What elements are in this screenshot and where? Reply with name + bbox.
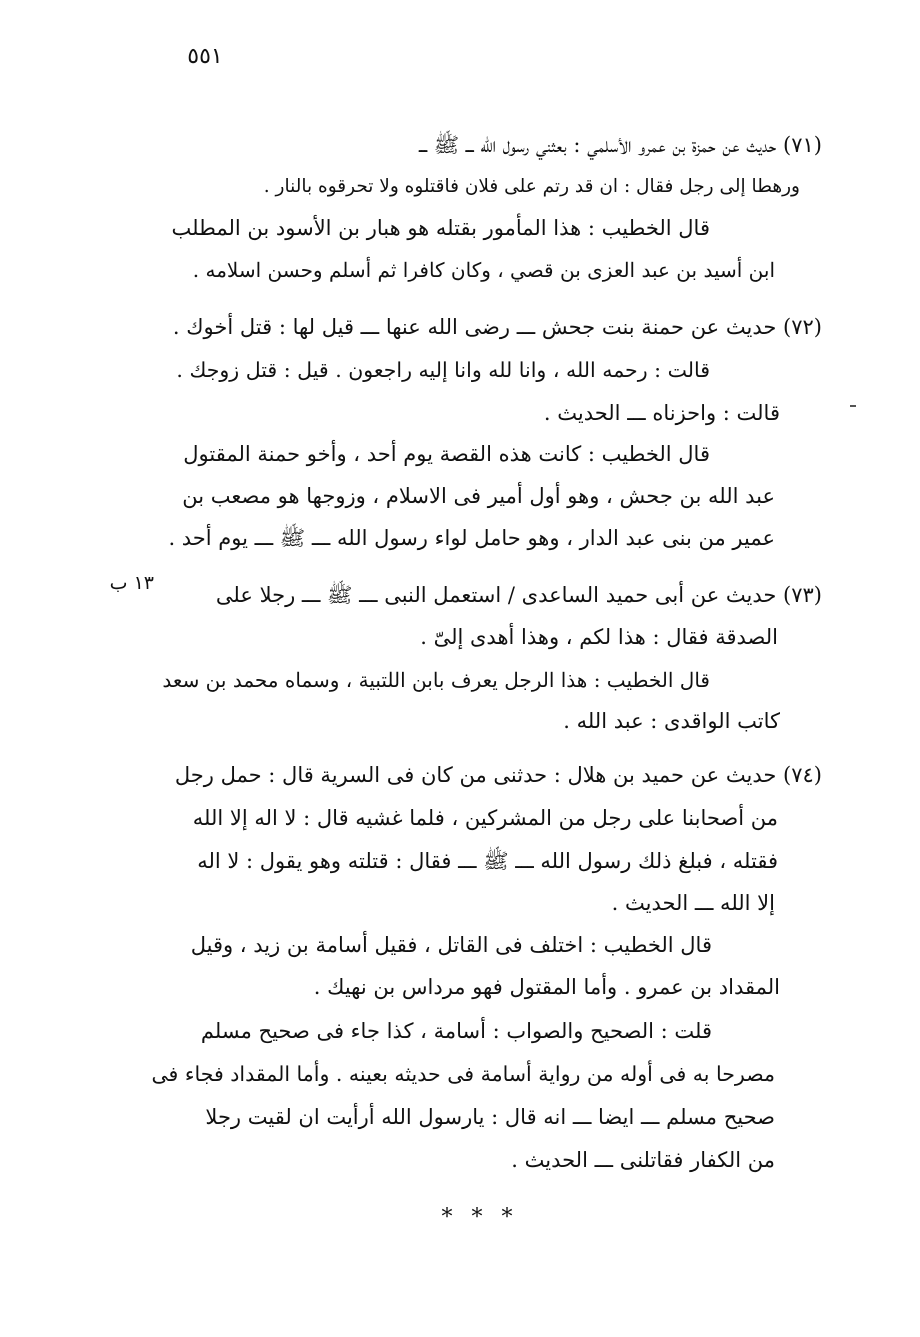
commentary-72-line-1: قال الخطيب : كانت هذه القصة يوم أحد ، وأخو حمنة المقتول <box>183 442 710 466</box>
stray-mark <box>850 405 856 407</box>
hadith-72-line-3: قالت : واحزناه ـــ الحديث . <box>543 401 780 425</box>
commentary-71-line-1: قال الخطيب : هذا المأمور بقتله هو هبار بن الأسود بن المطلب <box>171 216 710 240</box>
hadith-72-line-1: (٧٢) حديث عن حمنة بنت جحش ـــ رضى الله عنها ـــ قيل لها : قتل أخوك . <box>172 315 822 339</box>
hadith-74-line-2: من أصحابنا على رجل من المشركين ، فلما غشيه قال : لا اله إلا الله <box>192 806 778 830</box>
hadith-73-line-1: (٧٣) حديث عن أبى حميد الساعدى / استعمل النبى ـــ ﷺ ـــ رجلا على <box>215 583 822 607</box>
commentary-74-line-1: قال الخطيب : اختلف فى القاتل ، فقيل أسامة بن زيد ، وقيل <box>190 933 712 957</box>
commentary-73-line-2: كاتب الواقدى : عبد الله . <box>563 709 780 733</box>
hadith-74-line-3: فقتله ، فبلغ ذلك رسول الله ـــ ﷺ ـــ فقال : قتلته وهو يقول : لا اله <box>197 849 778 873</box>
hadith-73-line-2: الصدقة فقال : هذا لكم ، وهذا أهدى إلىّ . <box>420 625 778 649</box>
hadith-71-line-1: (٧١) حديث عن حمزة بن عمرو الأسلمي : بعثني رسول الله ـــ ﷺ ـــ <box>419 133 822 157</box>
commentary-73-line-1: قال الخطيب : هذا الرجل يعرف بابن اللتبية ، وسماه محمد بن سعد <box>162 668 710 692</box>
note-74-line-1: قلت : الصحيح والصواب : أسامة ، كذا جاء فى صحيح مسلم <box>200 1019 712 1043</box>
commentary-74-line-2: المقداد بن عمرو . وأما المقتول فهو مرداس بن نهيك . <box>313 975 780 999</box>
hadith-71-line-2: ورهطا إلى رجل فقال : ان قد رتم على فلان فاقتلوه ولا تحرقوه بالنار . <box>263 176 800 197</box>
page-number: ٥٥١ <box>187 44 223 69</box>
commentary-71-line-2: ابن أسيد بن عبد العزى بن قصي ، وكان كافرا ثم أسلم وحسن اسلامه . <box>192 258 775 282</box>
note-74-line-4: من الكفار فقاتلنى ـــ الحديث . <box>511 1148 775 1172</box>
commentary-72-line-3: عمير من بنى عبد الدار ، وهو حامل لواء رسول الله ـــ ﷺ ـــ يوم أحد . <box>168 526 775 550</box>
note-74-line-3: صحيح مسلم ـــ ايضا ـــ انه قال : يارسول الله أرأيت ان لقيت رجلا <box>205 1105 775 1129</box>
margin-folio-note: ١٣ ب <box>109 572 154 594</box>
hadith-72-line-2: قالت : رحمه الله ، وانا لله وانا إليه راجعون . قيل : قتل زوجك . <box>176 358 710 382</box>
hadith-74-line-4: إلا الله ـــ الحديث . <box>611 891 775 915</box>
note-74-line-2: مصرحا به فى أوله من رواية أسامة فى حديثه بعينه . وأما المقداد فجاء فى <box>151 1062 775 1086</box>
section-end-stars: * * * <box>441 1205 519 1230</box>
commentary-72-line-2: عبد الله بن جحش ، وهو أول أمير فى الاسلام ، وزوجها هو مصعب بن <box>182 484 775 508</box>
hadith-74-line-1: (٧٤) حديث عن حميد بن هلال : حدثنى من كان فى السرية قال : حمل رجل <box>174 763 822 787</box>
